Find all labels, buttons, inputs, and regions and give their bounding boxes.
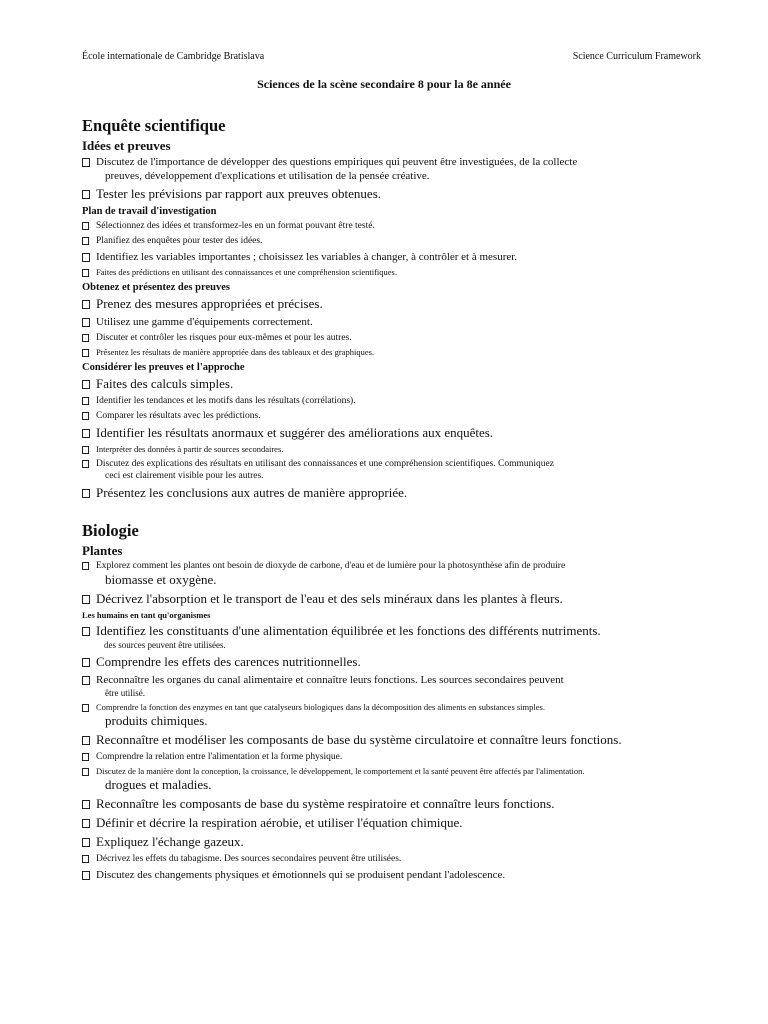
checkbox[interactable]: [82, 871, 90, 880]
checkbox[interactable]: [82, 838, 90, 847]
subsection-title-plantes: Plantes: [82, 543, 123, 558]
checklist-item: Discutez des changements physiques et émotionnels qui se produisent pendant l'adolescence.: [82, 868, 722, 882]
checkbox[interactable]: [82, 595, 90, 604]
checklist-item: Reconnaître les organes du canal alimentaire et connaître leurs fonctions. Les sources secondaires peuvent être utilisé.: [82, 673, 722, 699]
checkbox[interactable]: [82, 562, 89, 570]
checkbox[interactable]: [82, 753, 89, 761]
section-title-biologie: Biologie: [82, 521, 139, 540]
subsection-title-humains: Les humains en tant qu'organismes: [82, 610, 211, 620]
checklist-item: Discutez de l'importance de développer des questions empiriques qui peuvent être investiguées, de la collecte preuves, développement d'explications et utilisation de la pensée créative.: [82, 155, 722, 183]
checkbox[interactable]: [82, 318, 90, 327]
checkbox[interactable]: [82, 736, 90, 745]
checkbox[interactable]: [82, 349, 89, 357]
checklist-item: Reconnaître et modéliser les composants de base du système circulatoire et connaître leurs fonctions.: [82, 732, 722, 748]
checkbox[interactable]: [82, 819, 90, 828]
checkbox[interactable]: [82, 380, 90, 389]
checkbox[interactable]: [82, 768, 89, 776]
checkbox[interactable]: [82, 658, 90, 667]
checkbox[interactable]: [82, 489, 90, 498]
school-name: École internationale de Cambridge Bratislava: [82, 51, 265, 62]
checklist-item: Identifiez les constituants d'une alimentation équilibrée et les fonctions des différents nutriments. des sources peuvent être utilisées.: [82, 623, 722, 651]
checklist-item: Comparer les résultats avec les prédictions.: [82, 410, 722, 422]
checkbox[interactable]: [82, 627, 90, 636]
checklist-item: Discutez de la manière dont la conception, la croissance, le développement, le comportement et la santé peuvent être affectés par l'alimentation. drogues et maladies.: [82, 766, 722, 793]
section-title-enquete: Enquête scientifique: [82, 116, 226, 135]
checklist-item: Identifier les tendances et les motifs dans les résultats (corrélations).: [82, 395, 722, 407]
checklist-item: Expliquez l'échange gazeux.: [82, 834, 722, 850]
checklist-item: Décrivez les effets du tabagisme. Des sources secondaires peuvent être utilisées.: [82, 853, 722, 865]
checklist-item: Prenez des mesures appropriées et précises.: [82, 296, 722, 312]
checklist-item: Comprendre les effets des carences nutritionnelles.: [82, 654, 722, 670]
checkbox[interactable]: [82, 676, 90, 685]
checklist-item: Sélectionnez des idées et transformez-les en un format pouvant être testé.: [82, 220, 722, 232]
checkbox[interactable]: [82, 222, 89, 230]
checklist-item: Présentez les résultats de manière appropriée dans des tableaux et des graphiques.: [82, 347, 722, 358]
subsection-title-considerer: Considérer les preuves et l'approche: [82, 362, 245, 373]
subsection-title-obtenez: Obtenez et présentez des preuves: [82, 282, 230, 293]
checkbox[interactable]: [82, 855, 89, 863]
checklist-item: Présentez les conclusions aux autres de manière appropriée.: [82, 485, 722, 501]
checklist-item: Identifiez les variables importantes ; choisissez les variables à changer, à contrôler et à mesurer.: [82, 250, 722, 264]
checklist-item: Reconnaître les composants de base du système respiratoire et connaître leurs fonctions.: [82, 796, 722, 812]
checkbox[interactable]: [82, 158, 90, 167]
checkbox[interactable]: [82, 300, 90, 309]
checkbox[interactable]: [82, 460, 89, 468]
checklist-item: Explorez comment les plantes ont besoin de dioxyde de carbone, d'eau et de lumière pour la photosynthèse afin de produire biomasse et oxygène.: [82, 560, 722, 588]
checklist-item: Planifiez des enquêtes pour tester des idées.: [82, 235, 722, 247]
checklist-item: Comprendre la fonction des enzymes en tant que catalyseurs biologiques dans la décomposition des aliments en substances simples. produits chimiques.: [82, 702, 722, 729]
checklist-item: Décrivez l'absorption et le transport de l'eau et des sels minéraux dans les plantes à fleurs.: [82, 591, 722, 607]
checklist-item: Discuter et contrôler les risques pour eux-mêmes et pour les autres.: [82, 332, 722, 344]
document-title: Sciences de la scène secondaire 8 pour la 8e année: [257, 77, 511, 91]
checkbox[interactable]: [82, 269, 89, 277]
checklist-item: Identifier les résultats anormaux et suggérer des améliorations aux enquêtes.: [82, 425, 722, 441]
checklist-item: Interpréter des données à partir de sources secondaires.: [82, 444, 722, 455]
checkbox[interactable]: [82, 253, 90, 262]
checklist-item: Discutez des explications des résultats en utilisant des connaissances et une compréhension scientifiques. Communiquez ceci est clairement visible pour les autres.: [82, 458, 722, 482]
content: [82, 116, 722, 885]
subsection-title-idees: Idées et preuves: [82, 138, 171, 153]
checklist-item: Utilisez une gamme d'équipements correctement.: [82, 315, 722, 329]
checkbox[interactable]: [82, 412, 89, 420]
checklist-item: Faites des prédictions en utilisant des connaissances et une compréhension scientifiques.: [82, 267, 722, 278]
checklist-item: Faites des calculs simples.: [82, 376, 722, 392]
checkbox[interactable]: [82, 190, 90, 199]
checkbox[interactable]: [82, 237, 89, 245]
checkbox[interactable]: [82, 397, 89, 405]
checklist-item: Tester les prévisions par rapport aux preuves obtenues.: [82, 186, 722, 202]
checkbox[interactable]: [82, 446, 89, 454]
checklist-item: Définir et décrire la respiration aérobie, et utiliser l'équation chimique.: [82, 815, 722, 831]
checkbox[interactable]: [82, 800, 90, 809]
checkbox[interactable]: [82, 334, 89, 342]
framework-name: Science Curriculum Framework: [572, 51, 701, 62]
checkbox[interactable]: [82, 704, 89, 712]
checkbox[interactable]: [82, 429, 90, 438]
checklist-item: Comprendre la relation entre l'alimentation et la forme physique.: [82, 751, 722, 763]
subsection-title-plan: Plan de travail d'investigation: [82, 206, 217, 217]
